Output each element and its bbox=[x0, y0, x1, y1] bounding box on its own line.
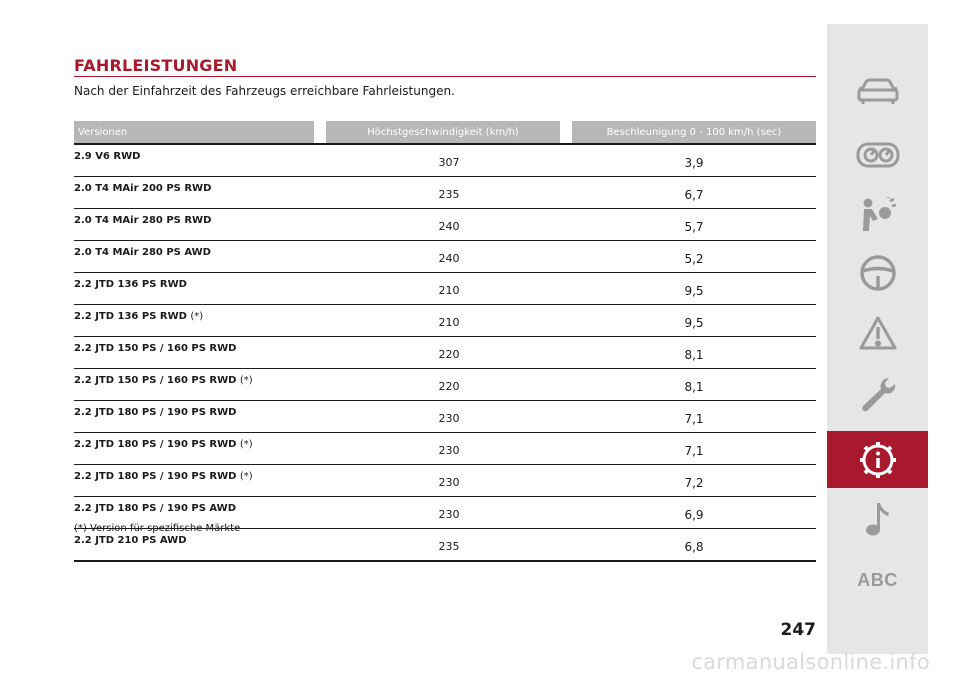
column-header-versions: Versionen bbox=[74, 121, 326, 143]
version-name: 2.9 V6 RWD bbox=[74, 151, 141, 162]
top-speed-cell: 230 bbox=[326, 433, 572, 465]
car-icon bbox=[856, 77, 900, 105]
acceleration-cell: 7,2 bbox=[572, 465, 816, 497]
wrench-icon bbox=[859, 376, 897, 414]
version-name: 2.0 T4 MAir 280 PS AWD bbox=[74, 247, 211, 258]
sidebar-item-emergency[interactable] bbox=[827, 304, 928, 361]
top-speed-cell: 220 bbox=[326, 337, 572, 369]
version-cell bbox=[74, 209, 326, 241]
version-cell bbox=[74, 433, 326, 465]
table-row bbox=[74, 143, 816, 177]
table-header-row bbox=[74, 121, 816, 143]
version-name: 2.2 JTD 180 PS / 190 PS AWD bbox=[74, 503, 237, 514]
acceleration-cell: 6,7 bbox=[572, 177, 816, 209]
sidebar-item-driving[interactable] bbox=[827, 244, 928, 301]
table-row bbox=[74, 337, 816, 369]
top-speed-cell: 210 bbox=[326, 305, 572, 337]
top-speed-cell: 307 bbox=[326, 143, 572, 177]
sidebar-item-multimedia[interactable] bbox=[827, 490, 928, 547]
version-name: 2.0 T4 MAir 200 PS RWD bbox=[74, 183, 212, 194]
table-row bbox=[74, 177, 816, 209]
title-rule bbox=[74, 76, 816, 77]
top-speed-cell: 230 bbox=[326, 401, 572, 433]
sidebar-item-maintenance[interactable] bbox=[827, 366, 928, 423]
table-row bbox=[74, 209, 816, 241]
acceleration-cell: 5,2 bbox=[572, 241, 816, 273]
acceleration-cell: 8,1 bbox=[572, 337, 816, 369]
column-header-acceleration: Beschleunigung 0 - 100 km/h (sec) bbox=[572, 121, 816, 143]
version-cell bbox=[74, 241, 326, 273]
version-name: 2.2 JTD 136 PS RWD bbox=[74, 279, 187, 290]
version-name: 2.2 JTD 210 PS AWD bbox=[74, 535, 187, 546]
version-cell bbox=[74, 369, 326, 401]
top-speed-cell: 220 bbox=[326, 369, 572, 401]
version-name: 2.2 JTD 180 PS / 190 PS RWD bbox=[74, 439, 237, 450]
page-title: FAHRLEISTUNGEN bbox=[74, 56, 238, 75]
top-speed-cell: 240 bbox=[326, 209, 572, 241]
table-row bbox=[74, 465, 816, 497]
table-row bbox=[74, 273, 816, 305]
sidebar-item-vehicle[interactable] bbox=[827, 62, 928, 119]
sidebar-item-technical-data[interactable] bbox=[827, 431, 928, 488]
version-cell bbox=[74, 143, 326, 177]
acceleration-cell: 9,5 bbox=[572, 305, 816, 337]
technical-data-gear-icon bbox=[857, 439, 899, 481]
footnote: (*) Version für spezifische Märkte bbox=[74, 523, 241, 534]
acceleration-cell: 7,1 bbox=[572, 433, 816, 465]
acceleration-cell: 8,1 bbox=[572, 369, 816, 401]
airbag-icon bbox=[858, 197, 898, 233]
top-speed-cell: 230 bbox=[326, 497, 572, 529]
steering-wheel-icon bbox=[859, 254, 897, 292]
version-name: 2.2 JTD 150 PS / 160 PS RWD bbox=[74, 343, 237, 354]
acceleration-cell: 9,5 bbox=[572, 273, 816, 305]
watermark: carmanualsonline.info bbox=[691, 650, 930, 674]
table-row bbox=[74, 369, 816, 401]
sidebar-item-instruments[interactable] bbox=[827, 126, 928, 183]
version-note: (*) bbox=[190, 311, 204, 322]
acceleration-cell: 6,9 bbox=[572, 497, 816, 529]
page-subtitle: Nach der Einfahrzeit des Fahrzeugs erreichbare Fahrleistungen. bbox=[74, 84, 455, 98]
version-cell bbox=[74, 401, 326, 433]
version-name: 2.2 JTD 150 PS / 160 PS RWD bbox=[74, 375, 237, 386]
page-number: 247 bbox=[780, 620, 816, 640]
top-speed-cell: 240 bbox=[326, 241, 572, 273]
sidebar-item-safety[interactable] bbox=[827, 186, 928, 243]
top-speed-cell: 210 bbox=[326, 273, 572, 305]
acceleration-cell: 5,7 bbox=[572, 209, 816, 241]
top-speed-cell: 235 bbox=[326, 529, 572, 562]
chapter-sidebar bbox=[827, 24, 928, 654]
acceleration-cell: 3,9 bbox=[572, 143, 816, 177]
version-note: (*) bbox=[239, 375, 253, 386]
dashboard-icon bbox=[856, 142, 900, 168]
column-header-top-speed: Höchstgeschwindigkeit (km/h) bbox=[326, 121, 572, 143]
version-note: (*) bbox=[239, 471, 253, 482]
table-body bbox=[74, 143, 816, 562]
version-cell bbox=[74, 273, 326, 305]
performance-table bbox=[74, 121, 816, 562]
version-name: 2.2 JTD 180 PS / 190 PS RWD bbox=[74, 471, 237, 482]
version-name: 2.2 JTD 136 PS RWD bbox=[74, 311, 187, 322]
table-row bbox=[74, 241, 816, 273]
top-speed-cell: 230 bbox=[326, 465, 572, 497]
version-cell bbox=[74, 305, 326, 337]
acceleration-cell: 7,1 bbox=[572, 401, 816, 433]
table-row bbox=[74, 401, 816, 433]
table-row bbox=[74, 305, 816, 337]
version-note: (*) bbox=[239, 439, 253, 450]
version-cell bbox=[74, 177, 326, 209]
version-name: 2.0 T4 MAir 280 PS RWD bbox=[74, 215, 212, 226]
music-note-icon bbox=[863, 500, 893, 538]
version-name: 2.2 JTD 180 PS / 190 PS RWD bbox=[74, 407, 237, 418]
acceleration-cell: 6,8 bbox=[572, 529, 816, 562]
top-speed-cell: 235 bbox=[326, 177, 572, 209]
sidebar-item-index[interactable] bbox=[827, 552, 928, 609]
abc-index-icon: ABC bbox=[857, 570, 898, 590]
version-cell bbox=[74, 337, 326, 369]
warning-triangle-icon bbox=[858, 315, 898, 351]
table-row bbox=[74, 433, 816, 465]
version-cell bbox=[74, 465, 326, 497]
